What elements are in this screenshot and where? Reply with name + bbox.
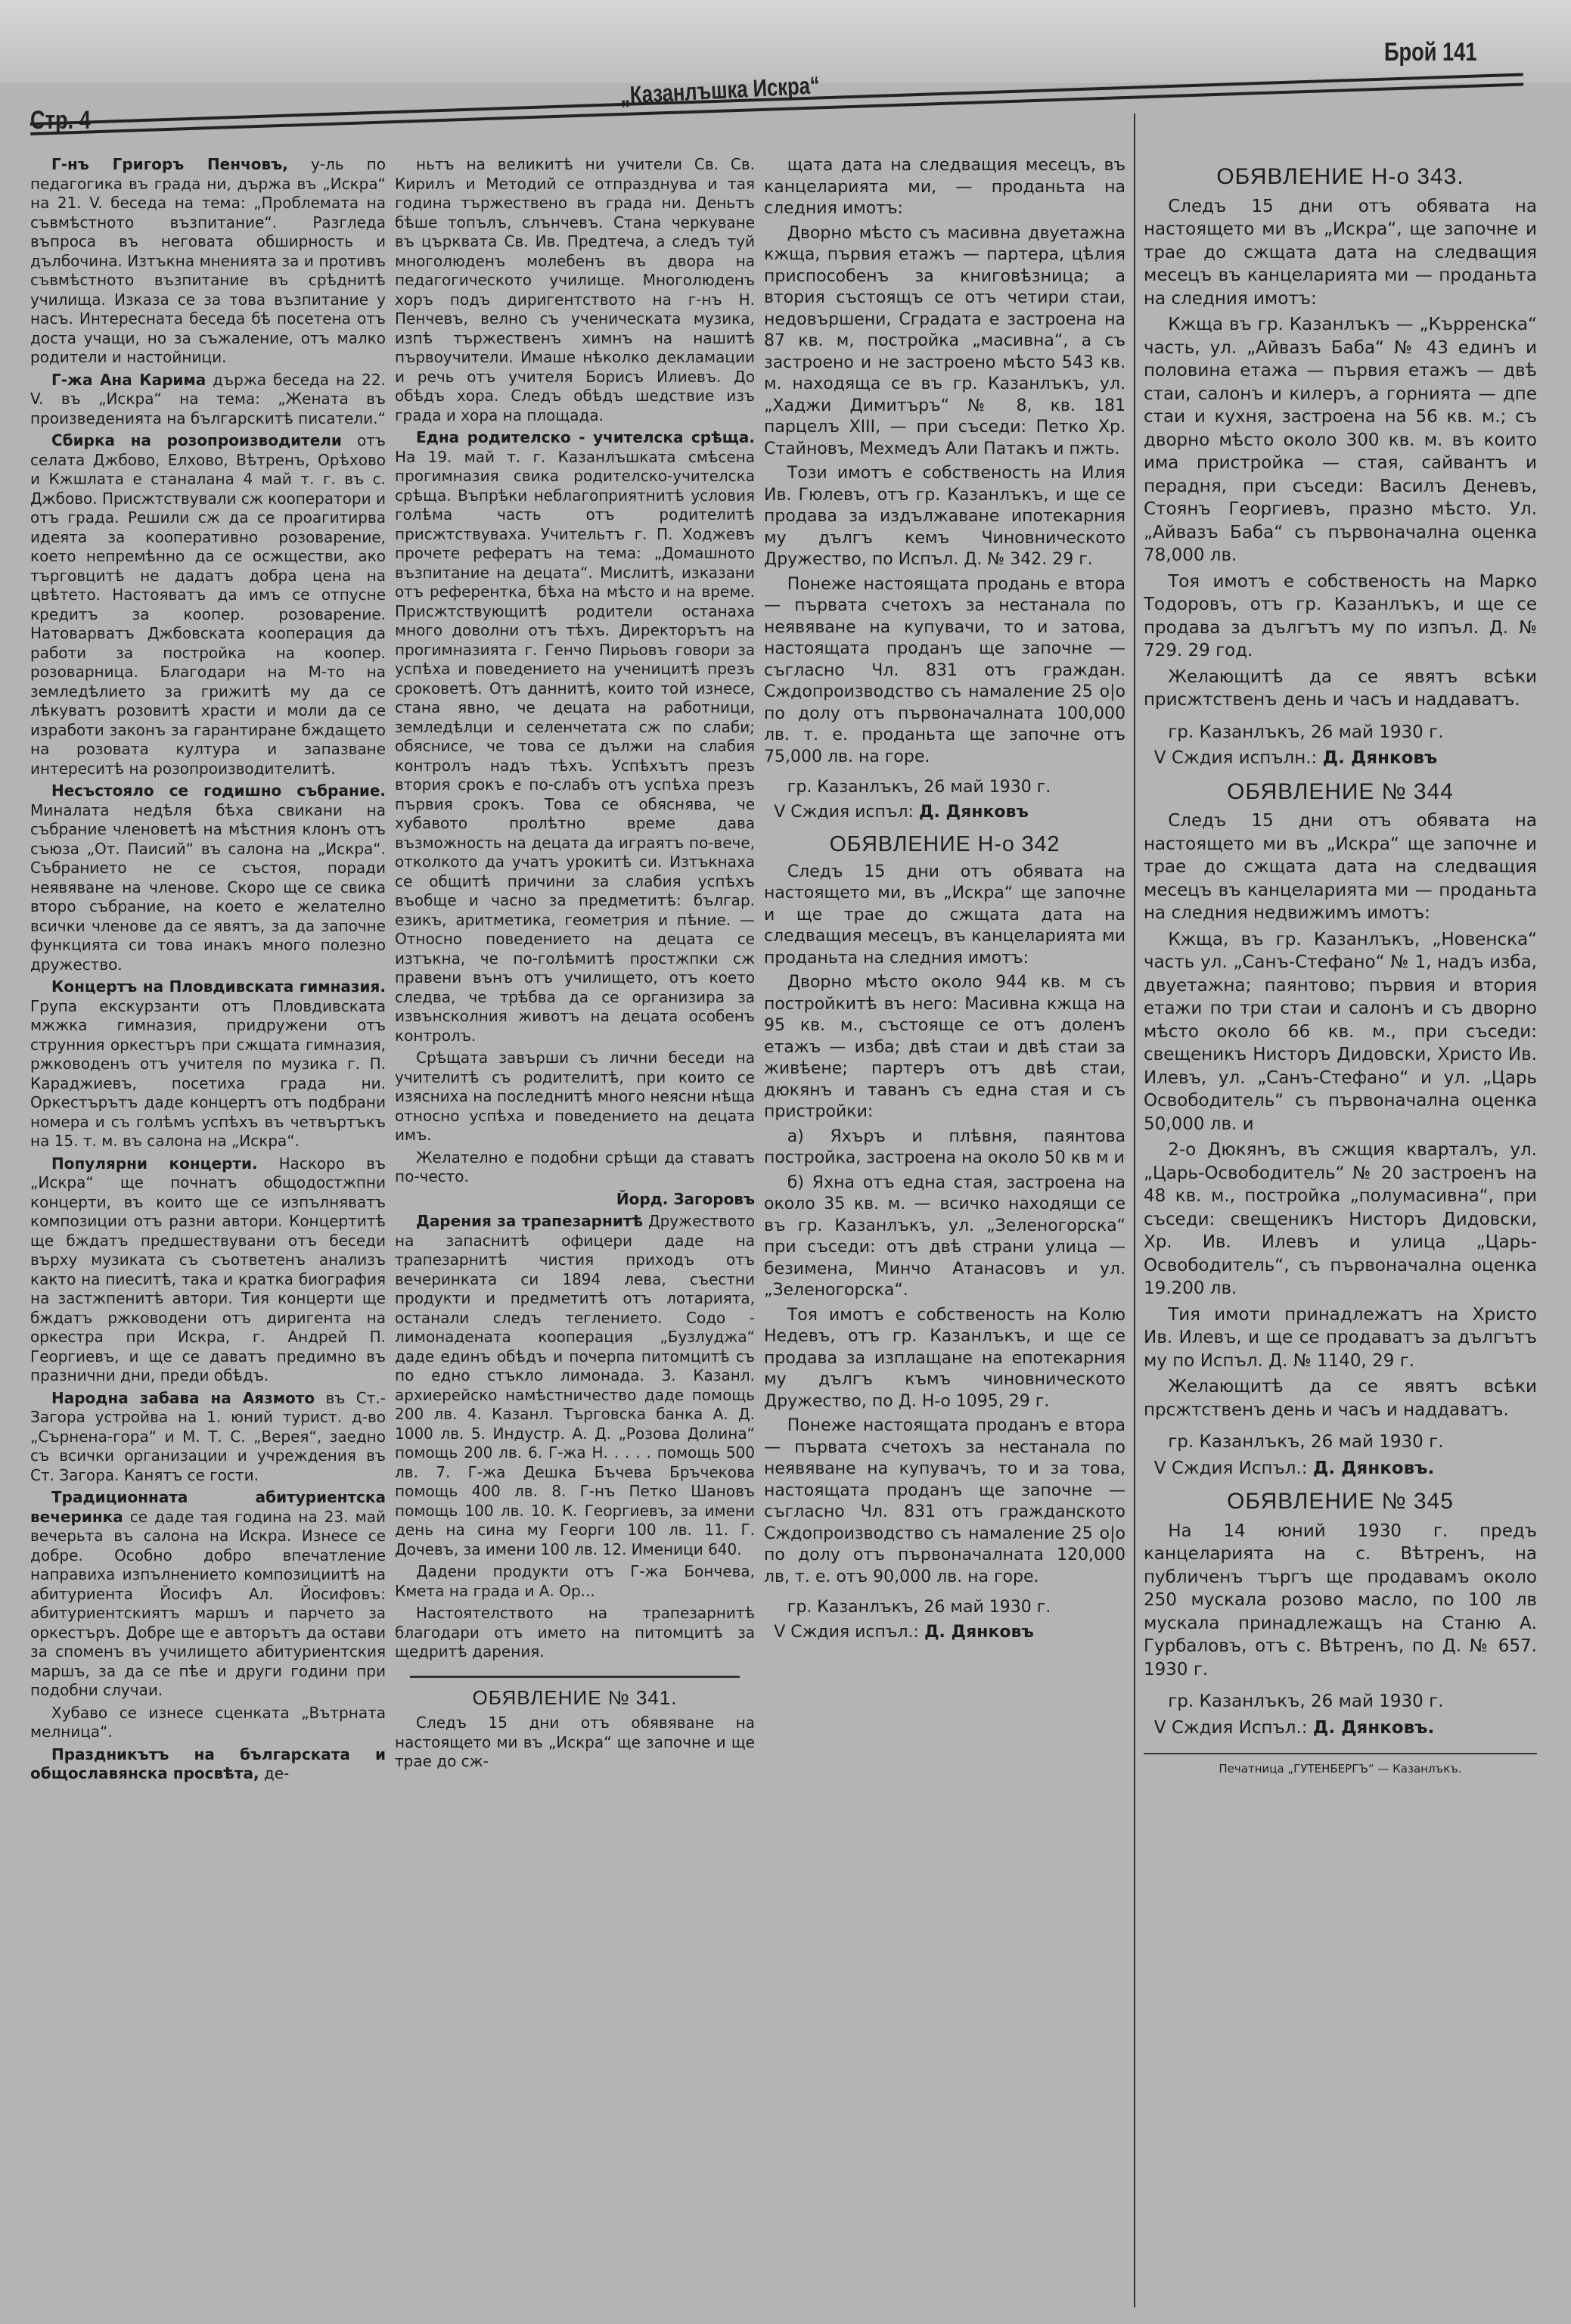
article-text: Този имотъ е собственость на Илия Ив. Гюлевъ, отъ гр. Казанлъкъ, и ще се продава за издължаване ипотекарния му дългъ кемъ Чиновническото Дружество, по Испъл. Д. № 342. 29 г. [764,464,1125,569]
article-text: б) Яхна отъ една стая, застроена на около 35 кв. м. — всичко находящи се въ гр. Казанлъкъ, ул. „Зеленогорска“ при съседи: отъ двѣ страни улица — безимена, Минчо Атанасовъ и ул. „Зеленогорска“. [764,1173,1125,1300]
article-text: Желателно е подобни срѣщи да ставатъ по-често. [395,1148,755,1185]
article-text: Следъ 15 дни отъ обявата на настоящето ми, въ „Искра“ ще започне и ще трае до сжщата дата на следващия месецъ, въ канцеларията ми проданьта на следния имотъ: [764,862,1125,968]
article-text: 2-о Дюкянъ, въ сжщия кварталъ, ул. „Царь-Освободитель“ № 20 застроенъ на 48 кв. м., постройка „полумасивна“, при съседи: свещеникъ Нисторъ Дидовски, Хр. Ив. Илевъ и улица „Царь-Освободитель“, съ първоначална оценка 19.200 лв. [1144,1140,1537,1298]
article-text: Миналата недѣля бѣха свикани на събрание членоветѣ на мѣстния клонъ отъ съюза „От. Паисий“ въ салона на „Искра“. Събранието не се състоя, поради неявяване на членове. Скоро ще се свика второ събрание, на което е желателно всички членове да се явятъ, за да започне функцията си това инакъ много полезно дружество. [30,800,386,974]
column-3 [764,155,1125,2311]
article-text: Настоятелството на трапезарнитѣ благодари отъ името на питомцитѣ за щедритѣ дарения. [395,1604,755,1661]
article-text: Дворно мѣсто около 944 кв. м съ постройкитѣ въ него: Масивна кжща на 95 кв. м., състояще се отъ доленъ етажъ — изба; двѣ стаи и двѣ стаи за живѣене; партеръ отъ двѣ стаи, дюкянъ и таванъ съ една стая и съ пристройки: [764,973,1125,1121]
article-paragraph [764,574,1125,769]
judge-signature [764,1622,1125,1644]
judge-signature [764,802,1125,824]
judge-signature [1144,1717,1537,1740]
judge-title: V Сждия испъл: [774,802,919,822]
notice-title: ОБЯВЛЕНИЕ Н-о 342 [829,832,1060,856]
article-text: Следъ 15 дни отъ обявата на настоящето ми въ „Искра“ ще започне и трае до сжщата дата на следващия месецъ въ канцеларията ми — проданьта на следния недвижимъ имотъ: [1144,811,1537,923]
article-text: Хубаво се изнесе сценката „Вътрната мелница“. [30,1703,386,1741]
article-paragraph [395,1562,755,1601]
article-heading: Народна забава на Аязмото [51,1388,315,1407]
issue-number: Брой 141 [1384,38,1477,67]
article-paragraph [1144,1139,1537,1300]
article-text: Група екскурзанти отъ Пловдивската мжжка гимназия, придружени отъ струнния оркестъръ при сжщата гимназия, ржководенъ отъ учителя по музика г. П. Караджиевъ, посетиха града ни. Оркестърътъ даде концертъ отъ подбрани номера и съ голѣмъ успѣхъ въ четвъртъкъ на 15. т. м. въ салона на „Искра“. [30,996,386,1150]
article-paragraph [30,371,386,429]
judge-signature [1144,1457,1537,1480]
article-text: Наскоро въ „Искра“ ще почнатъ общодостжпни концерти, въ които ще се изпълняватъ композиции отъ разни автори. Концертитѣ ще бждатъ предшествувани отъ беседи върху музиката съ съответенъ анализъ както на пиеситѣ, така и кратка биография на застжпенитѣ автори. Тия концерти ще бждатъ ржководени отъ диригента на оркестра при Искра, г. Андрей П. Георгиевъ, и ще се даватъ предимно въ празнични дни, преди обѣдъ. [30,1154,386,1384]
article-text: щата дата на следващия месецъ, въ канцеларията ми, — проданьта на следния имотъ: [764,156,1125,218]
place-date: гр. Казанлъкъ, 26 май 1930 г. [787,778,1051,797]
article-text: Дворно мѣсто съ масивна двуетажна кжща, първия етажъ — партера, цѣлия приспособенъ за книговѣзница; а втория състоящъ се отъ четири стаи, недовършени, Сградата е застроена на 87 кв. м, постройка „масивна“, а съ застроено и не застроено мѣсто 543 кв. м. находяща се въ гр. Казанлъкъ, ул. „Хаджи Димитъръ“ № 8, кв. 181 парцелъ XIII, — при съседи: Петко Хр. Стайновъ, Мехмедъ Али Патакъ и пжть. [764,223,1125,458]
article-paragraph [764,223,1125,461]
article-paragraph [764,1415,1125,1588]
article-paragraph [1144,1303,1537,1373]
article-paragraph [764,1126,1125,1170]
article-paragraph [30,431,386,778]
notice-title: ОБЯВЛЕНИЕ № 345 [1227,1489,1454,1514]
article-text: у-ль по педагогика въ града ни, държа въ „Искра“ на 21. V. беседа на тема: „Проблемата на съвмѣстното възпитание“. Разгледа въпроса въ неговата обширность и дълбочина. Изтъкна мненията за и противъ съвмѣстното възпитание въ срѣднитѣ училища. Изказа се за това възпитание у насъ. Интересната беседа бѣ посетена отъ доста учащи, но за съжаление, отъ малко родители и настойници. [30,155,386,366]
article-heading: Сбирка на розопроизводители [51,431,342,449]
article-text: Следъ 15 дни отъ обявата на настоящето ми въ „Искра“, ще започне и трае до сжщата дата на следващия месецъ въ канцеларията ми — проданьта на следния имотъ: [1144,196,1537,309]
article-text: де- [259,1764,290,1782]
column-4 [1144,155,1537,2311]
article-text: На 14 юний 1930 г. предъ канцеларията на с. Вѣтренъ, на публиченъ търгъ ще продавамъ около 250 мускала розово масло, по 100 лв мускала принадлежащъ на Станю А. Гурбаловъ, отъ с. Вѣтренъ, по Д. № 657. 1930 г. [1144,1521,1537,1679]
judge-name: Д. Дянковъ [1322,748,1438,768]
article-paragraph [1144,313,1537,567]
article-paragraph [30,1154,386,1386]
judge-name: Д. Дянковъ. [1312,1717,1435,1738]
article-text: Дружеството на запаснитѣ офицери даде на трапезарнитѣ чистия приходъ отъ вечеринката си 1894 лева, съестни продукти и предметитѣ отъ лотарията, останали следъ теглението. Содо - лимонадената кооперация „Бузлуджа“ даде единъ обѣдъ и почерпа питомцитѣ съ по едно стъкло лимонада. 3. Казанл. архиерейско намѣстничество даде помощь 200 лв. 4. Казанл. Търговска банка А. Д. 1000 лв. 5. Индустр. А. Д. „Розова Долина“ помощь 200 лв. 6. Г-жа Н. . . . . помощь 500 лв. 7. Г-жа Дешка Бъчева Бръчекова помощь 400 лв. 8. Г-нъ Петко Шановъ помощь 100 лв. 10. К. Георгиевъ, за имени день на сина му Георги 100 лв. 11. Г. Дочевъ, за имени 100 лв. 12. Именици 640. [395,1212,755,1558]
column-1 [30,155,386,2311]
article-paragraph [30,781,386,974]
article-paragraph [1144,1520,1537,1682]
place-date: гр. Казанлъкъ, 26 май 1930 г. [1168,722,1444,742]
article-text: Понеже настоящата продань е втора — първата счетохъ за нестанала по неявяване на купувачи, то и затова, настоящата проданъ ще започне — съгласно Чл. 831 отъ граждан. Сждопроизводство съ намаление 25 о|о по долу отъ първоначалната 100,000 лв. т. е. проданьта ще започне отъ 75,000 лв. на горе. [764,574,1125,766]
article-text: въ Ст.-Загора устройва на 1. юний турист. д-во „Сърнена-гора“ и М. Т. С. „Верея“, заедно съ всички организации и учреждения въ Ст. Загора. Канятъ се гости. [30,1388,386,1484]
article-paragraph [1144,195,1537,311]
article-text: ньтъ на великитѣ ни учители Св. Св. Кирилъ и Методий се отпразднува и тая година тържествено въ града ни. Деньтъ бѣше топълъ, слънчевъ. Стана черкуване въ църквата Св. Ив. Предтеча, а следъ туй многолюденъ молебенъ въ двора на педагогическото училище. Многолюденъ хоръ подъ диригентството на г-нъ Н. Пенчевъ, велно съ ученическата музика, изпѣ тържественъ химнъ на нашитѣ първоучители. Имаше нѣколко декламации и речь отъ учителя Борисъ Илиевъ. До обѣдъ хора. Следъ обѣдъ шедствие изъ града и хора на площада. [395,155,755,424]
article-paragraph [764,972,1125,1123]
article-paragraph [1144,570,1537,663]
article-paragraph [30,1704,386,1742]
page-number: Стр. 4 [30,106,91,135]
article-text: Желающитѣ да се явятъ всѣки прсжтственъ день и часъ и наддаватъ. [1144,1377,1537,1420]
article-text: Тоя имотъ е собственость на Марко Тодоровъ, отъ гр. Казанлъкъ, и ще се продава за дългътъ му по изпъл. Д. № 729. 29 год. [1144,571,1537,660]
article-text: Тия имоти принадлежатъ на Христо Ив. Илевъ, и ще се продаватъ за дългътъ му по Испъл. Д. № 1140, 29 г. [1144,1304,1537,1371]
column-rule [1134,113,1135,2307]
article-paragraph [764,862,1125,970]
article-text: държа беседа на 22. V. въ „Искра“ на тема: „Жената въ произведенията на българскитѣ писатели.“ [30,370,386,427]
article-text: Тоя имотъ е собственость на Колю Недевъ, отъ гр. Казанлъкъ, и ще се продава за изплащане на епотекарния му дългъ къмъ чиновническото Дружество, по Д. Н-о 1095, 29 г. [764,1305,1125,1411]
judge-title: V Сждия Испъл.: [1153,1717,1313,1738]
place-date: гр. Казанлъкъ, 26 май 1930 г. [787,1598,1051,1617]
article-paragraph [1144,809,1537,925]
judge-title: V Сждия испълн.: [1153,748,1323,768]
article-heading: Традиционната абитуриентска вечеринка [30,1488,386,1526]
article-paragraph [395,428,755,1045]
article-paragraph [395,1604,755,1662]
article-paragraph [1144,928,1537,1136]
article-text: Кжща, въ гр. Казанлъкъ, „Новенска“ часть ул. „Санъ-Стефано“ № 1, надъ изба, двуетажна; паянтово; първия и втория етажи по три стаи и салонъ и съ дворно мѣсто около 66 кв. м., при съседи: свещеникъ Нисторъ Дидовски, Христо Ив. Илевъ, ул. „Санъ-Стефано“ и ул. „Царь Освободитель“ съ първоначална оценка 50,000 лв. и [1144,929,1537,1134]
article-paragraph [395,1713,755,1772]
article-paragraph [1144,1375,1537,1421]
page-edge-shadow [0,0,1571,83]
article-paragraph [30,1488,386,1701]
judge-name: Д. Дянковъ. [1312,1458,1435,1478]
article-text: На 19. май т. г. Казанлъшката смѣсена прогимназия свика родителско-учителска срѣща. Въпрѣки неблагоприятнитѣ условия голѣма часть отъ родителитѣ присжтствуваха. Учительтъ г. П. Ходжевъ прочете рефератъ на тема: „Домашното възпитание на децата“. Мислитѣ, изказани отъ референтка, бѣха на мѣсто и на време. Присжтствующитѣ родители останаха много доволни отъ тѣхъ. Директорътъ на прогимназията г. Генчо Пирьовъ говори за успѣха и поведението на ученицитѣ презъ сроковетѣ. Отъ даннитѣ, които той изнесе, стана явно, че децата на работници, земледѣлци и селенчетата сж по слаби; обяснисе, че това се дължи на слабия контролъ надъ тѣхъ. Успѣхътъ презъ втория срокъ е по-слабъ отъ успѣха презъ първия срокъ. Това се обяснява, че хубавото пролѣтно време дава възможность на децата да играятъ по-вече, отколкото да учатъ урокитѣ си. Изтъкнаха се общитѣ причини за слабия успѣхъ въобще и часно за предметитѣ: българ. езикъ, аритметика, геометрия и пѣние. — Относно поведението на децата се изтъкна, че по-голѣмитѣ простжпки сж правени вънъ отъ училището, отъ което следва, че трѣбва да се организира за извънсколния животъ на децата особенъ контролъ. [395,447,755,1045]
article-heading: Концертъ на Пловдивската гимназия. [51,977,386,996]
article-text: а) Яхъръ и плѣвня, паянтова постройка, застроена на около 50 кв м и [764,1126,1125,1167]
article-heading: Праздникътъ на българската и общославянска просвѣта, [30,1745,386,1782]
printer-imprint: Печатница „ГУТЕНБЕРГЪ“ — Казанлъкъ. [1144,1753,1537,1781]
article-paragraph [30,1745,386,1784]
notice-title: ОБЯВЛЕНИЕ Н-о 343. [1216,164,1464,189]
article-text: Дадени продукти отъ Г-жа Бончева, Кмета на града и А. Ор... [395,1562,755,1600]
author-signature: Йорд. Загоровъ [616,1189,755,1208]
judge-name: Д. Дянковъ [924,1622,1034,1642]
place-date: гр. Казанлъкъ, 26 май 1930 г. [1168,1432,1444,1452]
article-paragraph [395,1049,755,1145]
article-paragraph [1144,666,1537,712]
article-heading: Несъстояло се годишно събрание. [51,781,386,800]
article-heading: Г-жа Ана Карима [51,370,206,389]
article-paragraph [395,1212,755,1559]
article-text: отъ селата Джбово, Елхово, Вѣтренъ, Орѣхово и Кжшлата е станалана 4 май т. г. въ с. Джбово. Присжтствували сж кооператори и отъ града. Решили сж да се проагитирва идеята за кооперативно розоварение, което непремѣнно да се осжществи, ако търговцитѣ не дадатъ добра цена на цвѣтето. Настояватъ да имъ се отпусне кредитъ за коопер. розоварение. Натоварватъ Джбовската кооперация да работи за постройка на коопер. розоварница. Благодари на М-то на земледѣлието за грижитѣ му да се лѣкуватъ розовитѣ храсти и моли да се изработи законъ за гарантиране бждащето на розовата култура и запазване интереситѣ на розопроизводителитѣ. [30,431,386,778]
judge-title: V Сждия испъл.: [774,1622,924,1642]
article-paragraph [30,155,386,368]
article-paragraph [395,1148,755,1187]
article-paragraph [30,977,386,1151]
article-paragraph [395,155,755,425]
article-text: Срѣщата завърши съ лични беседи на учителитѣ съ родителитѣ, при които се изясниха на последнитѣ много неясни нѣща относно успѣха и поведението на децата имъ. [395,1049,755,1144]
judge-title: V Сждия Испъл.: [1153,1458,1313,1478]
judge-signature [1144,747,1537,770]
article-heading: Г-нъ Григоръ Пенчовъ, [51,155,288,173]
place-date: гр. Казанлъкъ, 26 май 1930 г. [1168,1692,1444,1711]
article-heading: Една родителско - учителска срѣща. [416,428,755,446]
judge-name: Д. Дянковъ [918,802,1029,822]
article-paragraph [30,1389,386,1486]
article-heading: Популярни концерти. [51,1154,258,1173]
article-text: Понеже настоящата проданъ е втора — първата счетохъ за нестанала по неявяване на купувачъ, то и за това, настоящата проданъ ще започне — съгласно Чл. 831 отъ гражданското Сждопроизводство съ намаление 25 о|о по долу отъ първоначалната 120,000 лв, т. е. отъ 90,000 лв. на горе. [764,1416,1125,1586]
article-paragraph [764,463,1125,571]
article-text: Кжща въ гр. Казанлъкъ — „Кърренска“ часть, ул. „Айвазъ Баба“ № 43 единъ и половина етажа — първия етажъ — двѣ стаи, салонъ и килеръ, а горнията — дпе стаи и кухня, застроена на 56 кв. м.; съ дворно мѣсто около 300 кв. м. въ които има пристройка — стая, сайвантъ и перадня, при съседи: Василъ Деневъ, Стоянъ Георгиевъ, празно мѣсто. Ул. „Айвазъ Баба“ съ първоначална оценка 78,000 лв. [1144,315,1537,565]
article-paragraph [764,1305,1125,1413]
newspaper-title: „Казанлъшка Искра“ [619,71,821,109]
notice-title: ОБЯВЛЕНИЕ № 344 [1227,778,1454,804]
article-heading: Дарения за трапезарнитѣ [416,1212,644,1230]
article-text: Следъ 15 дни отъ обявяване на настоящето ми въ „Искра“ ще започне и ще трае до сж- [395,1713,755,1770]
article-paragraph [764,1173,1125,1302]
notice-title: ОБЯВЛЕНИЕ № 341. [472,1686,678,1709]
article-text: Желающитѣ да се явятъ всѣки присжтственъ день и часъ и наддаватъ. [1144,666,1537,710]
column-2 [395,155,755,2311]
section-divider [410,1676,740,1678]
article-paragraph [764,155,1125,220]
article-text: се даде тая година на 23. май вечерьта въ салона на Искра. Изнесе се добре. Особно добро впечатление направиха изпълнението композициитѣ на абитуриента Йосифъ Ал. Йосифовъ: абитуриентскиятъ маршъ и парчето за оркестъръ. Добре ще е авторътъ да остави за споменъ въ училището абитуриентския маршъ, за да се пѣе и други години при подобни случаи. [30,1507,386,1699]
